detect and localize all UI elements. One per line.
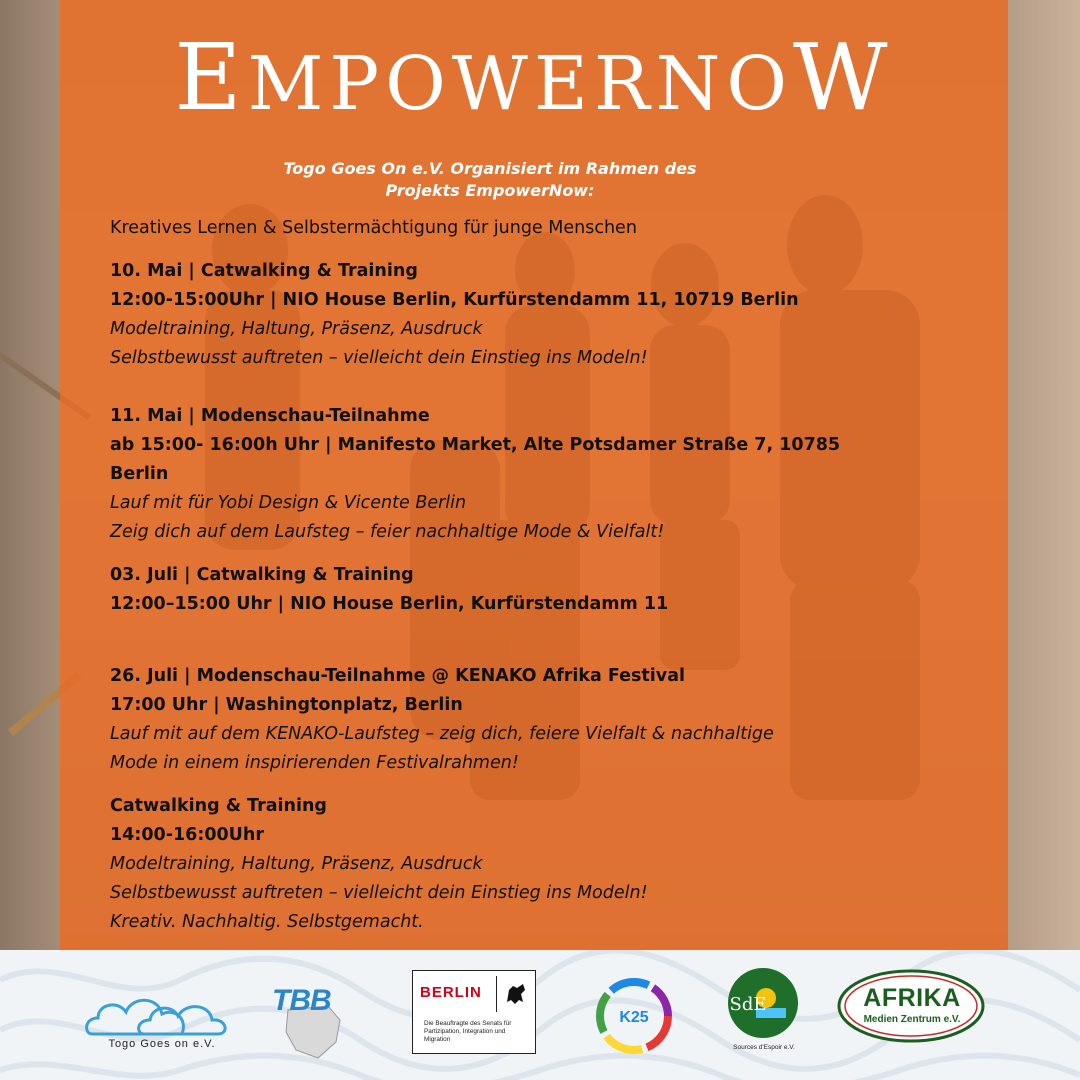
organizer-subtitle (220, 158, 760, 202)
event-details: 14:00-16:00Uhr (110, 825, 264, 845)
tagline: Kreatives Lernen & Selbstermächtigung für junge Menschen (110, 218, 637, 238)
event-heading: Catwalking & Training (110, 796, 327, 816)
event-description: Modeltraining, Haltung, Präsenz, Ausdruck (110, 319, 483, 339)
brand-title-last: W (793, 24, 894, 131)
event-heading: 10. Mai | Catwalking & Training (110, 261, 418, 281)
event-block (110, 257, 990, 373)
event-description: Mode in einem inspirierenden Festivalrahmen! (110, 753, 519, 773)
afrika-subtitle: Medien Zentrum e.V. (863, 1014, 961, 1025)
sources-d-espoir-logo (726, 966, 800, 1040)
k25-label: K25 (619, 1009, 649, 1026)
event-slogan: Kreativ. Nachhaltig. Selbstgemacht. (110, 912, 424, 932)
berlin-description: Die Beauftragte des Senats für Partizipation, Integration und Migration (424, 1020, 512, 1043)
subtitle-line-2: Projekts EmpowerNow: (385, 181, 595, 200)
event-description: Selbstbewusst auftreten – vielleicht dein Einstieg ins Modeln! (110, 348, 648, 368)
event-block (110, 662, 990, 778)
event-details: Berlin (110, 464, 169, 484)
berlin-bear-icon (496, 976, 533, 1012)
event-details: 12:00-15:00Uhr | NIO House Berlin, Kurfürstendamm 11, 10719 Berlin (110, 290, 799, 310)
afrika-title: AFRIKA (863, 984, 961, 1012)
event-block (110, 561, 990, 619)
event-details: 17:00 Uhr | Washingtonplatz, Berlin (110, 695, 463, 715)
brand-title-middle: MPOWERNO (247, 41, 794, 127)
event-heading: 03. Juli | Catwalking & Training (110, 565, 414, 585)
event-description: Lauf mit auf dem KENAKO-Laufsteg – zeig dich, feiere Vielfalt & nachhaltige (110, 724, 774, 744)
event-description: Selbstbewusst auftreten – vielleicht dein Einstieg ins Modeln! (110, 883, 648, 903)
brand-title-first: E (174, 24, 248, 131)
tbb-label: TBB (272, 984, 331, 1017)
event-details: ab 15:00- 16:00h Uhr | Manifesto Market, Alte Potsdamer Straße 7, 10785 (110, 435, 841, 455)
event-block (110, 792, 990, 937)
togo-goes-on-label: Togo Goes on e.V. (108, 1038, 216, 1050)
event-description: Lauf mit für Yobi Design & Vicente Berlin (110, 493, 467, 513)
sources-d-espoir-label: Sources d'Espoir e.V. (733, 1044, 795, 1051)
k25-logo (594, 976, 674, 1056)
event-block (110, 402, 990, 547)
event-description: Zeig dich auf dem Laufsteg – feier nachhaltige Mode & Vielfalt! (110, 522, 665, 542)
event-content (110, 214, 990, 937)
event-heading: 11. Mai | Modenschau-Teilnahme (110, 406, 430, 426)
event-description: Modeltraining, Haltung, Präsenz, Ausdruck (110, 854, 483, 874)
event-details: 12:00–15:00 Uhr | NIO House Berlin, Kurfürstendamm 11 (110, 594, 669, 614)
subtitle-line-1: Togo Goes On e.V. Organisiert im Rahmen des (283, 159, 697, 178)
berlin-label: BERLIN (420, 984, 482, 1001)
brand-title (60, 18, 1008, 144)
sde-letters: SdE (729, 994, 767, 1015)
event-heading: 26. Juli | Modenschau-Teilnahme @ KENAKO Afrika Festival (110, 666, 686, 686)
